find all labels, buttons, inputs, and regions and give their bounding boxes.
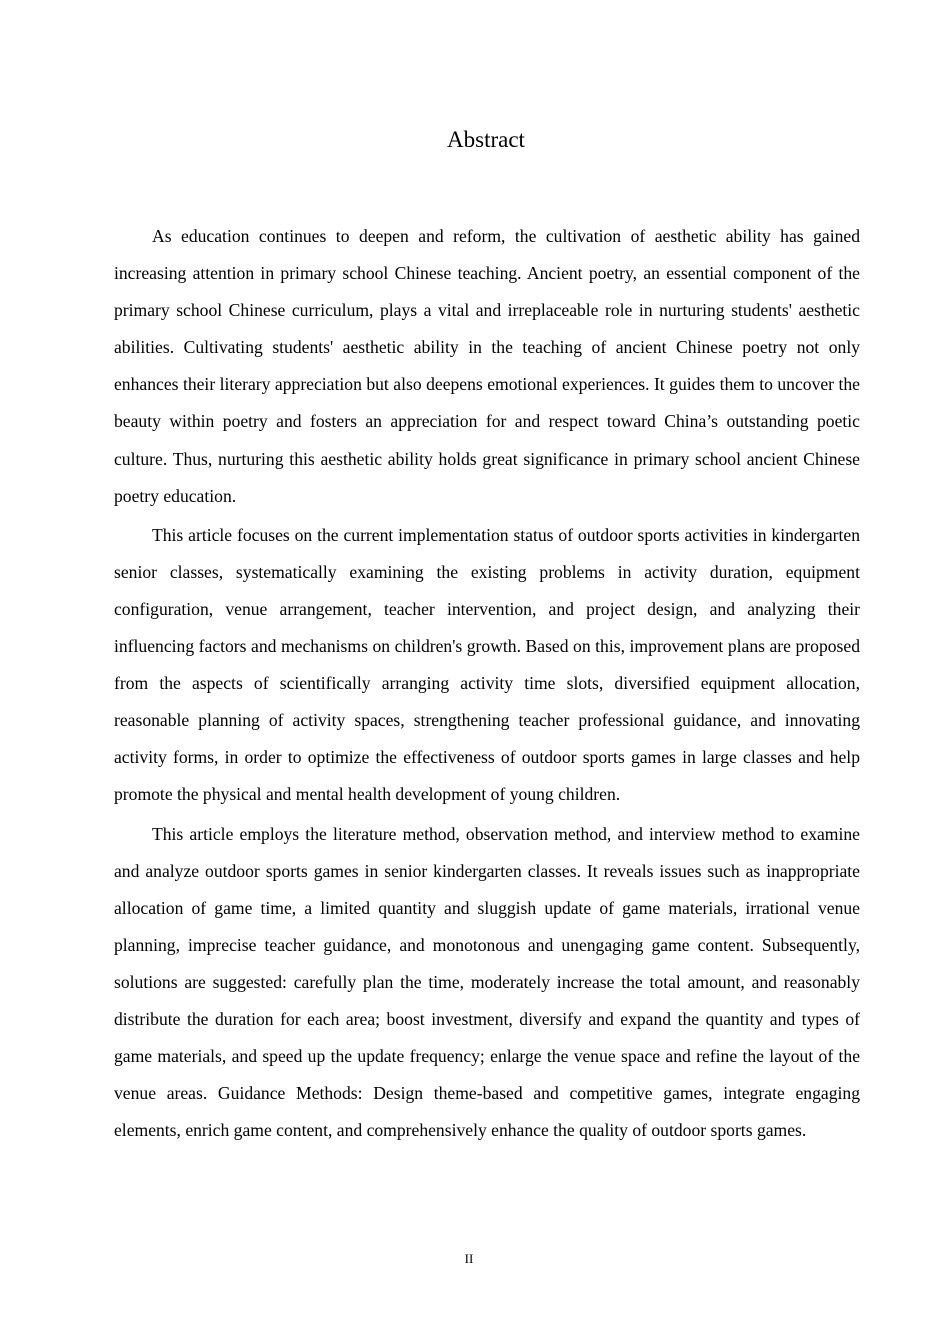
page-number: II: [464, 1251, 474, 1266]
abstract-paragraph-1: As education continues to deepen and reform, the cultivation of aesthetic ability has gained increasing attention in primary school Chinese teaching. Ancient poetry, an essential component of the primary school Chinese curriculum, plays a vital and irreplaceable role in nurturing students' aesthetic abilities. Cultivating students' aesthetic ability in the teaching of ancient Chinese poetry not only enhances their literary appreciation but also deepens emotional experiences. It guides them to uncover the beauty within poetry and fosters an appreciation for and respect toward China’s outstanding poetic culture. Thus, nurturing this aesthetic ability holds great significance in primary school ancient Chinese poetry education.: [114, 226, 860, 506]
abstract-body: [114, 218, 860, 1151]
abstract-title: Abstract: [447, 127, 525, 152]
abstract-paragraph-3: This article employs the literature method, observation method, and interview method to examine and analyze outdoor sports games in senior kindergarten classes. It reveals issues such as inappropriate allocation of game time, a limited quantity and sluggish update of game materials, irrational venue planning, imprecise teacher guidance, and monotonous and unengaging game content. Subsequently, solutions are suggested: carefully plan the time, moderately increase the total amount, and reasonably distribute the duration for each area; boost investment, diversify and expand the quantity and types of game materials, and speed up the update frequency; enlarge the venue space and refine the layout of the venue areas. Guidance Methods: Design theme-based and competitive games, integrate engaging elements, enrich game content, and comprehensively enhance the quality of outdoor sports games.: [114, 823, 860, 1141]
abstract-paragraph-2: This article focuses on the current implementation status of outdoor sports activities in kindergarten senior classes, systematically examining the existing problems in activity duration, equipment configuration, venue arrangement, teacher intervention, and project design, and analyzing their influencing factors and mechanisms on children's growth. Based on this, improvement plans are proposed from the aspects of scientifically arranging activity time slots, diversified equipment allocation, reasonable planning of activity spaces, strengthening teacher professional guidance, and innovating activity forms, in order to optimize the effectiveness of outdoor sports games in large classes and help promote the physical and mental health development of young children.: [114, 524, 860, 805]
